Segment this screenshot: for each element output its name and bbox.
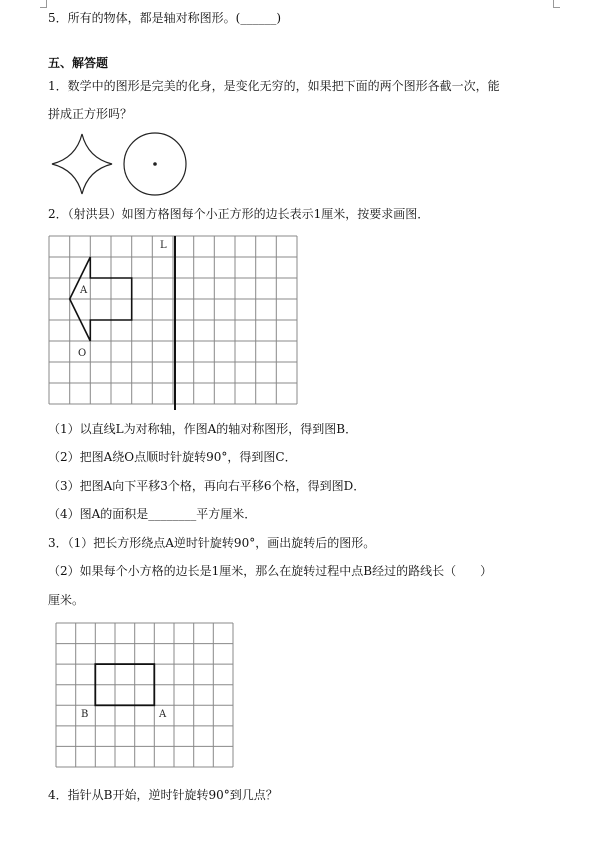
page-corner-mark-left-h (40, 7, 47, 8)
problem-2-task-2: （2）把图A绕O点顺时针旋转90°，得到图C． (48, 450, 297, 464)
problem-4: 4．指针从B开始，逆时针旋转90°到几点？ (48, 788, 278, 802)
page-corner-mark-right (553, 0, 554, 7)
astroid-figure (50, 132, 114, 196)
page-corner-mark-left (46, 0, 47, 7)
problem-2-intro: 2．（射洪县）如图方格图每个小正方形的边长表示1厘米，按要求画图． (48, 207, 430, 221)
page-corner-mark-right-h (553, 7, 560, 8)
circle-figure (122, 131, 188, 197)
problem-2-task-4: （4）图A的面积是________平方厘米． (48, 507, 257, 521)
label-line-l: L (160, 240, 167, 251)
section-heading: 五、解答题 (48, 56, 109, 70)
problem-3-line-3: 厘米。 (48, 593, 85, 607)
label-point-b: B (81, 709, 89, 720)
problem-1-line-1: 1．数学中的图形是完美的化身，是变化无穷的，如果把下面的两个图形各截一次，能 (48, 79, 500, 93)
problem-3-grid-figure (56, 623, 236, 771)
label-point-a: A (159, 709, 167, 720)
problem-2-task-1: （1）以直线L为对称轴，作图A的轴对称图形，得到图B． (48, 422, 358, 436)
problem-2-grid-lines (49, 236, 297, 404)
question-5: 5．所有的物体，都是轴对称图形。(______) (48, 11, 281, 25)
problem-3-line-2: （2）如果每个小方格的边长是1厘米，那么在旋转过程中点B经过的路线长（ ） (48, 564, 493, 578)
problem-3-grid-lines (56, 623, 233, 767)
label-figure-a: A (80, 285, 88, 296)
problem-2-grid-figure (49, 236, 299, 411)
label-point-o: O (78, 348, 87, 359)
problem-2-task-3: （3）把图A向下平移3个格，再向右平移6个格，得到图D． (48, 479, 366, 493)
problem-3-line-1: 3．（1）把长方形绕点A逆时针旋转90°，画出旋转后的图形。 (48, 536, 376, 550)
problem-1-line-2: 拼成正方形吗？ (48, 107, 133, 121)
